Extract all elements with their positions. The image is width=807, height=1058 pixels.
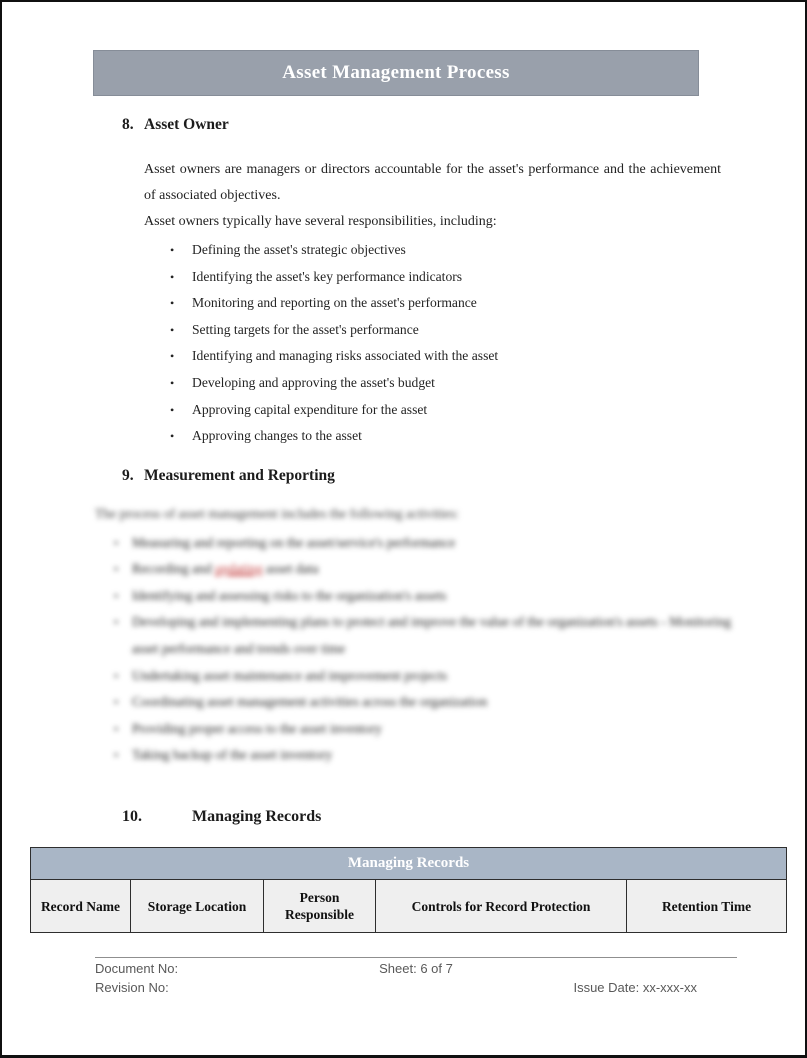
bullet-icon: • [170,429,175,444]
list-item [170,290,724,317]
issue-date-label: Issue Date: xx-xxx-xx [573,979,697,995]
bullet-icon: • [170,322,175,337]
table-column-header: Person Responsible [264,880,376,932]
list-item-text: Defining the asset's strategic objectives [192,242,406,257]
activities-list [114,530,737,769]
table-title-band: Managing Records [31,848,786,880]
red-underlined-word: updating [215,561,263,577]
list-item-text: Developing and implementing plans to protect and improve the value of the organization's assets - Monitoring asset performance and trends over time [132,614,732,656]
document-title: Asset Management Process [282,62,510,83]
list-item-text: Identifying and assessing risks to the organization's assets [132,587,447,603]
list-item [170,317,724,344]
document-no-label: Document No: [95,960,179,976]
list-item [170,370,724,397]
bullet-icon: • [114,588,119,603]
bullet-icon: • [114,748,119,763]
table-column-header: Storage Location [131,880,264,932]
paragraph: Asset owners typically have several responsibilities, including: [144,214,497,229]
footer-row-1 [95,959,737,977]
bullet-icon: • [114,721,119,736]
page-footer [95,957,737,996]
section-8-paragraphs [144,157,721,235]
section-10-title: Managing Records [192,808,322,825]
table-header-row [31,880,786,932]
list-item-text: Undertaking asset maintenance and improvement projects [132,667,448,683]
blurred-preview-text [95,501,737,769]
list-item [170,423,724,450]
list-item [170,397,724,424]
bullet-icon: • [170,269,175,284]
list-item [114,530,737,557]
revision-no-label: Revision No: [95,979,169,995]
list-item-text: Monitoring and reporting on the asset's performance [192,295,477,311]
section-9-heading [122,467,737,485]
list-item [114,609,737,662]
section-8-heading [122,116,724,134]
section-9-number: 9. [122,467,134,484]
bullet-icon: • [114,535,119,550]
bullet-icon: • [170,243,175,257]
document-title-banner [93,50,699,96]
list-item [114,689,737,716]
list-item-text: Recording and updating asset data [132,561,319,577]
list-item-text: Identifying the asset's key performance indicators [192,268,463,284]
bullet-icon: • [170,349,175,364]
list-item-text: Taking backup of the asset inventory [132,747,333,763]
list-item-text: Measuring and reporting on the asset/service's performance [132,534,456,550]
sheet-number: Sheet: 6 of 7 [379,960,453,976]
list-item [114,556,737,583]
list-item-text: Approving capital expenditure for the asset [192,401,428,417]
bullet-icon: • [170,375,175,390]
paragraph: Asset owners are managers or directors accountable for the asset's performance and the achievement of associated objectives. [144,162,721,203]
bullet-icon: • [170,402,175,417]
list-item-text: Identifying and managing risks associated with the asset [192,348,499,364]
bullet-icon: • [114,562,119,577]
list-item [114,663,737,690]
list-item-text: Approving changes to the asset [192,428,362,444]
section-9-title: Measurement and Reporting [144,467,335,484]
section-8-number: 8. [122,116,134,133]
list-item-text: Developing and approving the asset's budget [192,374,435,390]
responsibilities-list [170,237,724,450]
section-asset-owner [122,116,724,450]
list-item [114,742,737,769]
managing-records-table [30,847,787,933]
list-item [114,583,737,610]
list-item [114,716,737,743]
table-column-header: Controls for Record Protection [376,880,627,932]
list-item [170,343,724,370]
list-item [170,237,724,264]
table-column-header: Retention Time [627,880,786,932]
bullet-icon: • [114,668,119,683]
list-item-text: Coordinating asset management activities across the organization [132,694,488,710]
section-8-title: Asset Owner [144,116,229,133]
list-item [170,264,724,291]
bullet-icon: • [170,296,175,311]
bullet-icon: • [114,695,119,710]
blurred-intro: The process of asset management includes the following activities: [95,506,459,521]
footer-row-2 [95,978,737,996]
section-measurement-reporting [95,467,737,769]
list-item-text: Setting targets for the asset's performance [192,321,419,337]
bullet-icon: • [114,615,119,630]
section-10-number: 10. [122,808,142,825]
list-item-text: Providing proper access to the asset inventory [132,720,382,736]
table-column-header: Record Name [31,880,131,932]
section-10-heading [122,808,321,826]
